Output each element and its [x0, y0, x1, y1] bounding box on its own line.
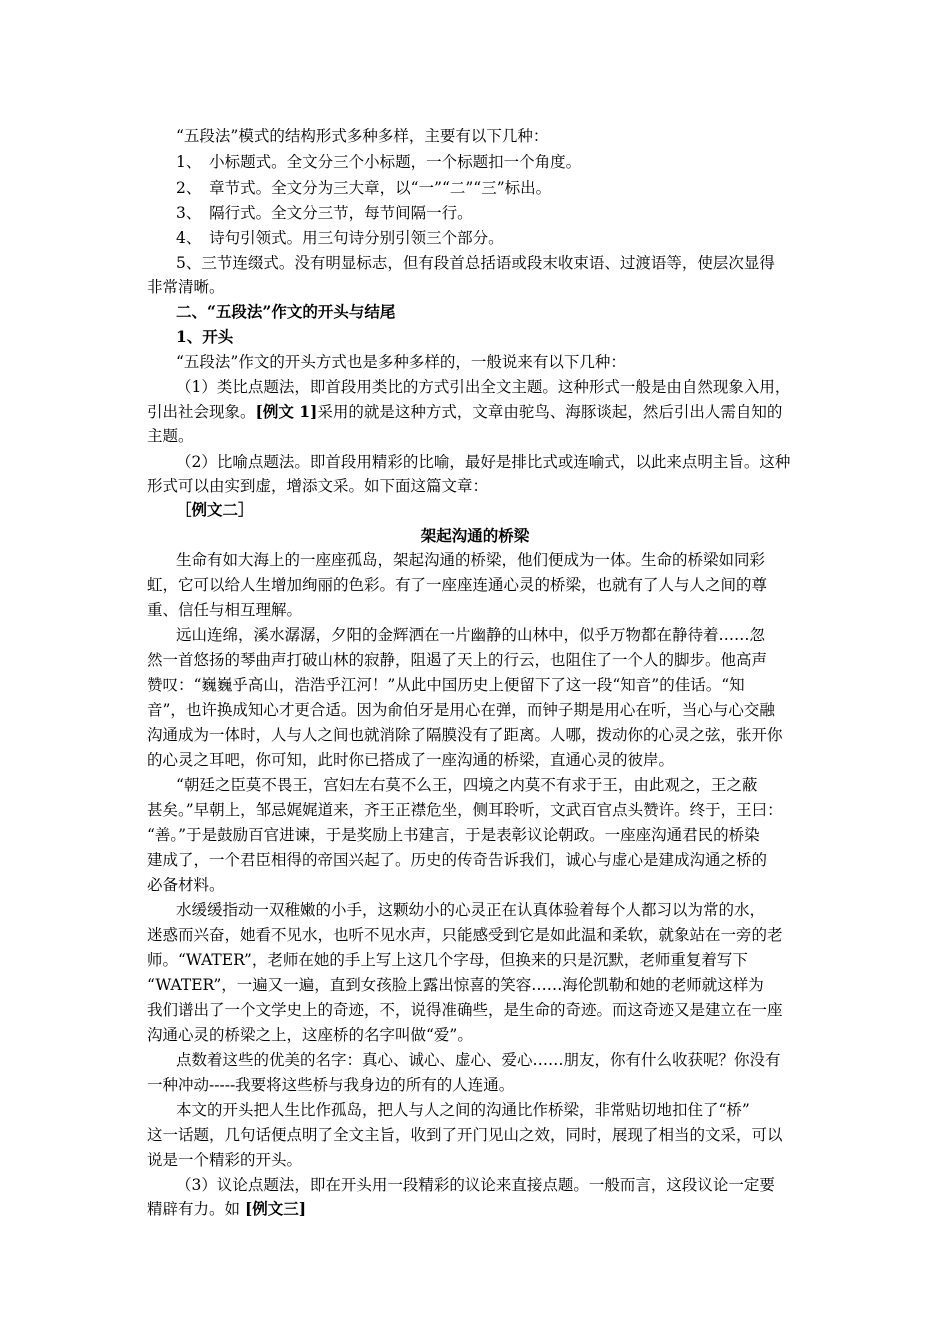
form-item-1: 1、 小标题式。全文分三个小标题，一个标题扣一个角度。 [176, 153, 582, 171]
form-item-4: 4、 诗句引领式。用三句诗分别引领三个部分。 [176, 229, 504, 247]
essay-p3-line: “善。”于是鼓励百官进谏，于是奖励上书建言，于是表彰议论朝政。一座座沟通君民的桥染 [147, 826, 760, 844]
essay-p4-line: 迷惑而兴奋，她看不见水，也听不见水声，只能感受到它是如此温和柔软，就象站在一旁的老 [147, 926, 783, 944]
comment-line: 这一话题，几句话便点明了全文主旨，收到了开门见山之效，同时，展现了相当的文采，可以 [147, 1126, 783, 1144]
form-item-3: 3、 隔行式。全文分三节，每节间隔一行。 [176, 204, 473, 222]
method3-line1: （3）议论点题法，即在开头用一段精彩的议论来直接点题。一般而言，这段议论一定要 [176, 1176, 775, 1194]
example1-ref: [例文 1] [255, 402, 318, 421]
essay-p4-line: 我们谱出了一个文学史上的奇迹，不，说得准确些，是生命的奇迹。而这奇迹又是建立在一座 [147, 1001, 783, 1019]
form-item-5-line1: 5、三节连缀式。没有明显标志，但有段首总括语或段末收束语、过渡语等，使层次显得 [176, 254, 775, 272]
method3-line2: 精辟有力。如 [例文三] [147, 1199, 307, 1218]
essay-p4-line: 沟通心灵的桥梁之上，这座桥的名字叫做“爱”。 [147, 1026, 473, 1044]
essay-p3-line: “朝廷之臣莫不畏王，宫妇左右莫不么王，四境之内莫不有求于王，由此观之，王之蔽 [176, 776, 758, 794]
comment-line: 说是一个精彩的开头。 [147, 1151, 303, 1169]
essay-p1-line: 重、信任与相互理解。 [147, 601, 303, 619]
comment-line: 本文的开头把人生比作孤岛，把人与人之间的沟通比作桥梁，非常贴切地扣住了“桥” [176, 1101, 750, 1119]
essay-p4-line: “WATER”，一遍又一遍，直到女孩脸上露出惊喜的笑容……海伦凯勒和她的老师就这样为 [147, 976, 764, 994]
opening-intro: “五段法”作文的开头方式也是多种多样的，一般说来有以下几种： [176, 353, 626, 371]
essay-p2-line: 沟通成为一体时，人与人之间也就消除了隔膜没有了距离。人哪，拨动你的心灵之弦，张开你 [147, 726, 783, 744]
essay-p3-line: 甚矣。”早朝上，邹忌娓娓道来，齐王正襟危坐，侧耳聆听，文武百官点头赞许。终于，王曰： [147, 801, 783, 819]
essay-p2-line: 音”，也许换成知心才更合适。因为俞伯牙是用心在弹，而钟子期是用心在听，当心与心交融 [147, 701, 775, 719]
essay-p5-line: 点数着这些的优美的名字：真心、诚心、虚心、爱心……朋友，你有什么收获呢？你没有 [176, 1051, 781, 1069]
essay-title: 架起沟通的桥梁 [420, 526, 530, 545]
essay-p2-line: 然一首悠扬的琴曲声打破山林的寂静，阻遏了天上的行云，也阻住了一个人的脚步。他高声 [147, 651, 768, 669]
section-heading: 二、“五段法”作文的开头与结尾 [176, 302, 396, 321]
essay-p3-line: 必备材料。 [147, 876, 225, 894]
method2-line2: 形式可以由实到虚，增添文采。如下面这篇文章： [147, 477, 489, 495]
form-item-2: 2、 章节式。全文分为三大章，以“一”“二”“三”标出。 [176, 179, 552, 197]
method1-line2: 引出社会现象。[例文 1]采用的就是这种方式，文章由驼鸟、海豚谈起，然后引出人需自知的 [147, 402, 783, 421]
essay-p2-line: 赞叹：“巍巍乎高山，浩浩乎江河！”从此中国历史上便留下了这一段“知音”的佳话。“知 [147, 676, 745, 694]
essay-p4-line: 水缓缓指动一双稚嫩的小手，这颗幼小的心灵正在认真体验着每个人都习以为常的水， [176, 901, 766, 919]
sub-heading: 1、开头 [176, 327, 234, 346]
essay-p2-line: 的心灵之耳吧，你可知，此时你已搭成了一座沟通的桥梁，直通心灵的彼岸。 [147, 751, 675, 769]
essay-p5-line: 一种冲动-----我要将这些桥与我身边的所有的人连通。 [147, 1076, 515, 1094]
example2-label: ［例文二］ [176, 500, 254, 519]
essay-p1-line: 虹，它可以给人生增加绚丽的色彩。有了一座座连通心灵的桥梁，也就有了人与人之间的尊 [147, 576, 768, 594]
method1-line3: 主题。 [147, 427, 194, 445]
form-item-5-line2: 非常清晰。 [147, 278, 225, 296]
essay-p4-line: 师。“WATER”，老师在她的手上写上这几个字母，但换来的只是沉默，老师重复着写下 [147, 951, 748, 969]
essay-p2-line: 远山连绵，溪水潺潺，夕阳的金辉洒在一片幽静的山林中，似乎万物都在静待着……忽 [176, 626, 766, 644]
example3-ref: [例文三] [244, 1199, 307, 1218]
essay-p3-line: 建成了，一个君臣相得的帝国兴起了。历史的传奇告诉我们，诚心与虚心是建成沟通之桥的 [147, 851, 768, 869]
intro-line: “五段法”模式的结构形式多种多样，主要有以下几种： [176, 127, 549, 145]
method1-line1: （1）类比点题法，即首段用类比的方式引出全文主题。这种形式一般是由自然现象入用， [176, 378, 791, 396]
method2-line1: （2）比喻点题法。即首段用精彩的比喻，最好是排比式或连喻式，以此来点明主旨。这种 [176, 453, 791, 471]
essay-p1-line: 生命有如大海上的一座座孤岛，架起沟通的桥梁，他们便成为一体。生命的桥梁如同彩 [176, 551, 766, 569]
